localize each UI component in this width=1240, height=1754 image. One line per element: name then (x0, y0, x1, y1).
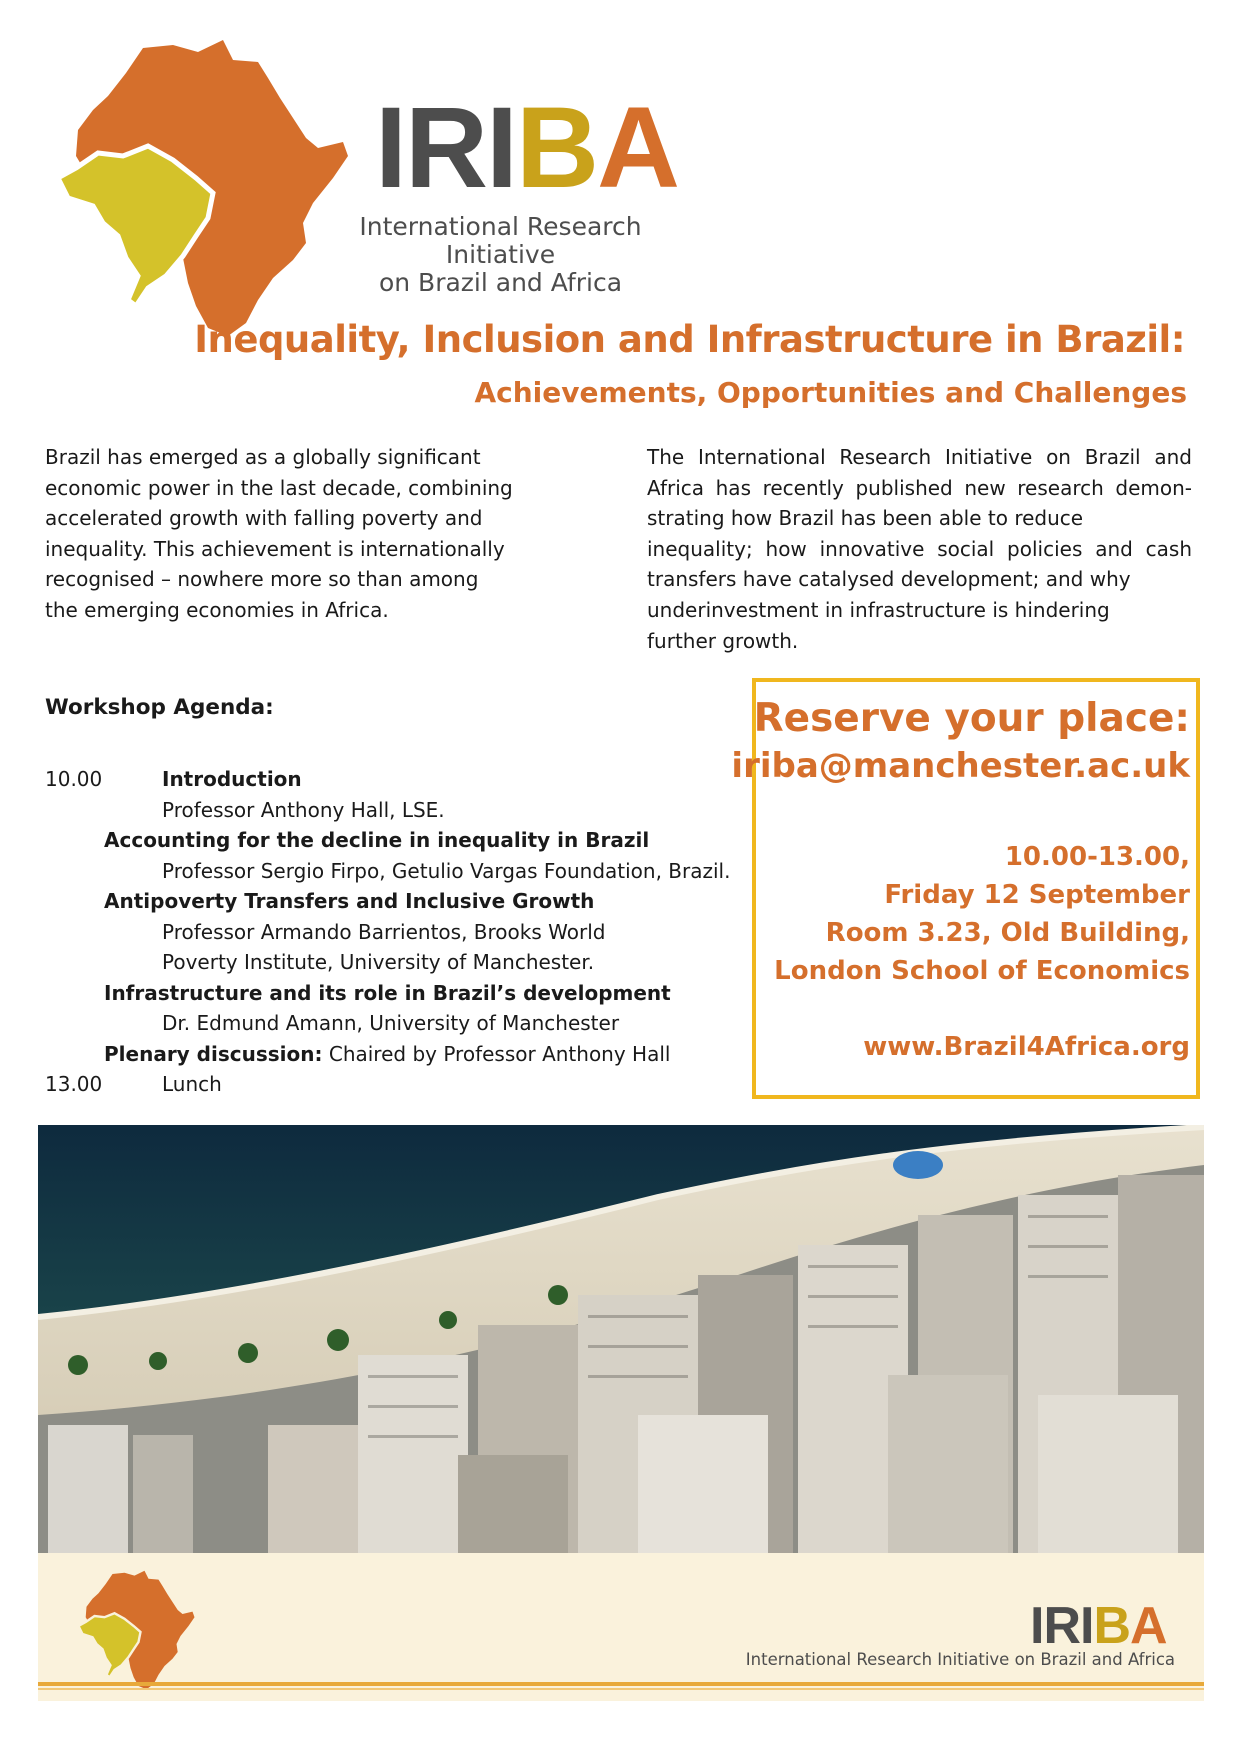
agenda-plenary (104, 1039, 670, 1070)
page-subtitle: Achievements, Opportunities and Challenges (474, 376, 1187, 409)
agenda-end-label: Lunch (162, 1072, 222, 1096)
intro-right-line: Africa has recently published new research demon- (647, 475, 1192, 500)
agenda-item-speaker: Professor Anthony Hall, LSE. (162, 797, 445, 822)
reserve-email-link[interactable]: iriba@manchester.ac.uk (731, 746, 1190, 786)
agenda-row (45, 886, 765, 917)
footer-logo-wordmark (1030, 1598, 1167, 1654)
logo-letters-orange: A (597, 84, 679, 212)
agenda-row (45, 1039, 765, 1070)
agenda-item-speaker: Professor Sergio Firpo, Getulio Vargas Foundation, Brazil. (162, 858, 731, 883)
footer-logo-orange: A (1130, 1597, 1167, 1655)
agenda-row (45, 978, 765, 1009)
agenda-plenary-text: Chaired by Professor Anthony Hall (322, 1041, 671, 1066)
reserve-box (731, 678, 1200, 1099)
intro-right-line: inequality; how innovative social policies and cash (647, 536, 1192, 561)
intro-left-line: recognised – nowhere more so than among (45, 567, 479, 592)
logo-subtitle-line2: on Brazil and Africa (378, 268, 623, 297)
agenda-row (45, 825, 765, 856)
agenda-row (45, 947, 765, 978)
intro-left-line: Brazil has emerged as a globally significant (45, 445, 481, 469)
africa-brazil-map-icon (48, 38, 353, 338)
agenda-item-title: Accounting for the decline in inequality in Brazil (104, 828, 650, 852)
intro-right-line: strating how Brazil has been able to reduce (647, 506, 1084, 531)
agenda-row (45, 1008, 765, 1039)
agenda-list (45, 764, 765, 1100)
footer-logo-yellow: B (1093, 1597, 1131, 1655)
intro-left-line: accelerated growth with falling poverty and (45, 506, 483, 531)
event-date: Friday 12 September (884, 880, 1190, 910)
intro-left-line: economic power in the last decade, combining (45, 475, 513, 500)
logo-letters-gray: IRI (375, 84, 516, 212)
africa-brazil-map-icon (68, 1570, 203, 1690)
agenda-row (45, 764, 765, 795)
intro-right-line: further growth. (647, 628, 799, 653)
agenda-row (45, 795, 765, 826)
agenda-row (45, 856, 765, 887)
logo-wordmark (375, 84, 679, 212)
agenda-row (45, 1069, 765, 1100)
intro-left-line: inequality. This achievement is internationally (45, 536, 505, 561)
page-title: Inequality, Inclusion and Infrastructure in Brazil: (194, 318, 1185, 361)
intro-left-line: the emerging economies in Africa. (45, 597, 389, 622)
agenda-item-title: Introduction (162, 767, 302, 791)
logo-subtitle (318, 213, 683, 297)
website-link[interactable]: www.Brazil4Africa.org (863, 1032, 1190, 1062)
agenda-heading: Workshop Agenda: (45, 695, 274, 720)
logo-letters-yellow: B (515, 84, 598, 212)
agenda-item-title: Antipoverty Transfers and Inclusive Growth (104, 889, 595, 913)
agenda-row (45, 917, 765, 948)
reserve-heading: Reserve your place: (753, 696, 1190, 741)
agenda-end-time: 13.00 (45, 1072, 103, 1096)
agenda-item-speaker: Dr. Edmund Amann, University of Manchester (162, 1011, 620, 1035)
agenda-start-time: 10.00 (45, 767, 103, 791)
agenda-item-title: Infrastructure and its role in Brazil’s development (104, 980, 671, 1005)
footer-tagline: International Research Initiative on Brazil and Africa (745, 1650, 1175, 1669)
agenda-item-speaker: Poverty Institute, University of Manchester. (162, 950, 595, 974)
footer-divider-light (38, 1688, 1204, 1690)
intro-left-paragraph (45, 442, 545, 626)
intro-right-line: transfers have catalysed development; and why (647, 567, 1131, 592)
agenda-plenary-label: Plenary discussion: (104, 1041, 323, 1066)
intro-right-line: The International Research Initiative on Brazil and (647, 445, 1192, 469)
intro-right-paragraph (647, 442, 1192, 656)
footer-logo-gray: IRI (1030, 1597, 1094, 1655)
intro-right-line: underinvestment in infrastructure is hindering (647, 597, 1110, 622)
rio-aerial-photo (38, 1125, 1204, 1553)
event-time: 10.00-13.00, (1004, 842, 1190, 872)
footer-divider (38, 1682, 1204, 1686)
logo-subtitle-line1: International Research Initiative (359, 212, 642, 269)
event-venue: London School of Economics (774, 956, 1190, 986)
agenda-item-speaker: Professor Armando Barrientos, Brooks World (162, 919, 606, 944)
event-room: Room 3.23, Old Building, (825, 918, 1190, 948)
